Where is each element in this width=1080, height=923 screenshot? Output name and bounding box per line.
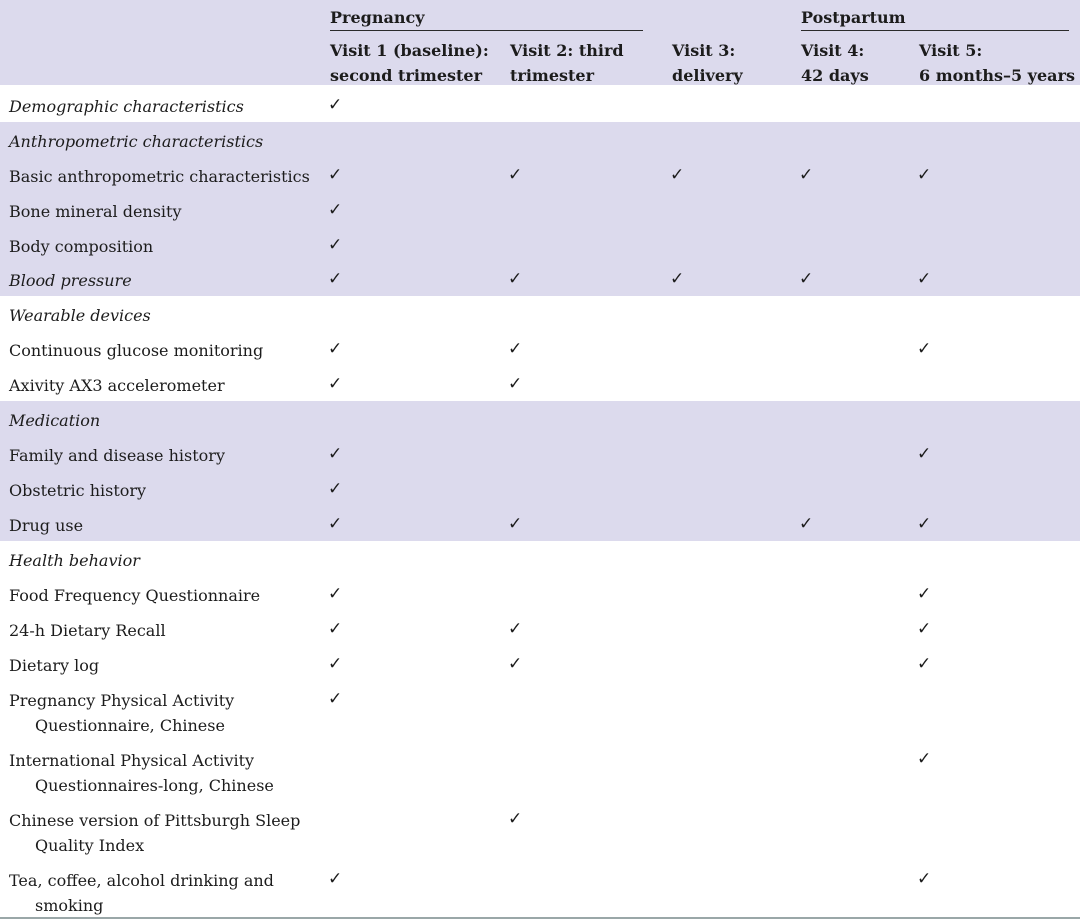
check-mark-icon: ✓ <box>917 584 932 604</box>
row-label-line: Anthropometric characteristics <box>9 132 264 151</box>
table-row <box>0 471 1080 506</box>
row-label-line: Drug use <box>9 516 84 535</box>
row-label-line: Food Frequency Questionnaire <box>9 586 261 605</box>
check-mark-icon: ✓ <box>328 444 343 464</box>
table-row <box>0 261 1080 296</box>
check-mark-icon: ✓ <box>508 339 523 359</box>
row-label <box>9 199 182 224</box>
row-label-line: Blood pressure <box>9 271 132 290</box>
row-label <box>9 234 153 259</box>
table-row <box>0 366 1080 401</box>
check-mark-icon: ✓ <box>328 269 343 289</box>
row-label <box>9 303 151 328</box>
table-row <box>0 227 1080 261</box>
check-mark-icon: ✓ <box>328 689 343 709</box>
check-mark-icon: ✓ <box>799 269 814 289</box>
row-label-line: smoking <box>35 896 104 915</box>
column-header-line: 42 days <box>801 66 869 85</box>
row-label <box>9 653 99 678</box>
row-label <box>9 408 100 433</box>
check-mark-icon: ✓ <box>917 339 932 359</box>
row-label-line: Continuous glucose monitoring <box>9 341 264 360</box>
table-row <box>0 576 1080 611</box>
check-mark-icon: ✓ <box>917 444 932 464</box>
column-header-visit-3 <box>672 38 743 88</box>
row-label-line: Demographic characteristics <box>9 97 244 116</box>
row-label <box>9 338 263 363</box>
row-label-line: International Physical Activity <box>9 751 255 770</box>
column-header-visit-4 <box>801 38 869 88</box>
table-row <box>0 861 1080 918</box>
table-row <box>0 681 1080 741</box>
row-label <box>9 688 234 738</box>
row-label <box>9 808 300 858</box>
row-label-line: Dietary log <box>9 656 100 675</box>
check-mark-icon: ✓ <box>328 479 343 499</box>
column-header-line: Visit 2: third <box>510 41 624 60</box>
table-bottom-rule <box>0 917 1080 919</box>
check-mark-icon: ✓ <box>917 514 932 534</box>
table-row <box>0 331 1080 366</box>
check-mark-icon: ✓ <box>508 374 523 394</box>
row-label-line: Quality Index <box>35 836 145 855</box>
check-mark-icon: ✓ <box>917 269 932 289</box>
column-header-line: delivery <box>672 66 743 85</box>
group-rule-pregnancy <box>330 30 643 31</box>
check-mark-icon: ✓ <box>799 514 814 534</box>
row-label <box>9 548 140 573</box>
row-label-line: 24-h Dietary Recall <box>9 621 166 640</box>
group-header-pregnancy: Pregnancy <box>330 8 425 27</box>
check-mark-icon: ✓ <box>328 95 343 115</box>
column-header-visit-5 <box>919 38 1075 88</box>
row-label <box>9 478 146 503</box>
row-label <box>9 268 132 293</box>
check-mark-icon: ✓ <box>508 809 523 829</box>
column-header-line: Visit 4: <box>801 41 865 60</box>
check-mark-icon: ✓ <box>328 339 343 359</box>
row-label-line: Medication <box>9 411 101 430</box>
check-mark-icon: ✓ <box>328 654 343 674</box>
check-mark-icon: ✓ <box>328 165 343 185</box>
column-header-visit-1 <box>330 38 489 88</box>
row-label <box>9 129 263 154</box>
check-mark-icon: ✓ <box>328 619 343 639</box>
row-label-line: Wearable devices <box>9 306 151 325</box>
table-row <box>0 741 1080 801</box>
check-mark-icon: ✓ <box>328 200 343 220</box>
row-label <box>9 373 225 398</box>
row-label <box>9 513 83 538</box>
row-label-line: Pregnancy Physical Activity <box>9 691 235 710</box>
row-label <box>9 443 225 468</box>
row-label <box>9 94 244 119</box>
row-label <box>9 868 274 918</box>
row-label-line: Body composition <box>9 237 154 256</box>
table-row <box>0 192 1080 227</box>
column-header-line: 6 months–5 years <box>919 66 1075 85</box>
row-label-line: Tea, coffee, alcohol drinking and <box>9 871 274 890</box>
table-row <box>0 801 1080 861</box>
table-row <box>0 436 1080 471</box>
row-label <box>9 164 310 189</box>
group-rule-postpartum <box>801 30 1069 31</box>
check-mark-icon: ✓ <box>328 584 343 604</box>
check-mark-icon: ✓ <box>670 165 685 185</box>
check-mark-icon: ✓ <box>328 869 343 889</box>
row-label-line: Questionnaire, Chinese <box>35 716 225 735</box>
column-header-line: Visit 1 (baseline): <box>330 41 489 60</box>
table-row <box>0 646 1080 681</box>
check-mark-icon: ✓ <box>799 165 814 185</box>
check-mark-icon: ✓ <box>508 514 523 534</box>
row-label-line: Family and disease history <box>9 446 225 465</box>
check-mark-icon: ✓ <box>508 654 523 674</box>
table-row <box>0 87 1080 122</box>
row-label-line: Bone mineral density <box>9 202 182 221</box>
row-label-line: Health behavior <box>9 551 140 570</box>
row-label <box>9 583 260 608</box>
table-row <box>0 296 1080 331</box>
row-label <box>9 748 274 798</box>
check-mark-icon: ✓ <box>508 619 523 639</box>
table-row <box>0 401 1080 436</box>
check-mark-icon: ✓ <box>917 869 932 889</box>
column-header-line: second trimester <box>330 66 483 85</box>
row-label-line: Basic anthropometric characteristics <box>9 167 310 186</box>
table-row <box>0 157 1080 192</box>
check-mark-icon: ✓ <box>670 269 685 289</box>
check-mark-icon: ✓ <box>917 165 932 185</box>
column-header-visit-2 <box>510 38 624 88</box>
row-label-line: Obstetric history <box>9 481 147 500</box>
column-header-line: trimester <box>510 66 595 85</box>
column-header-line: Visit 3: <box>672 41 736 60</box>
row-label-line: Questionnaires-long, Chinese <box>35 776 274 795</box>
check-mark-icon: ✓ <box>917 749 932 769</box>
check-mark-icon: ✓ <box>917 654 932 674</box>
check-mark-icon: ✓ <box>508 269 523 289</box>
check-mark-icon: ✓ <box>917 619 932 639</box>
row-label <box>9 618 166 643</box>
table-row <box>0 541 1080 576</box>
table-row <box>0 122 1080 157</box>
table-row <box>0 506 1080 541</box>
check-mark-icon: ✓ <box>328 514 343 534</box>
row-label-line: Chinese version of Pittsburgh Sleep <box>9 811 301 830</box>
check-mark-icon: ✓ <box>328 374 343 394</box>
check-mark-icon: ✓ <box>508 165 523 185</box>
group-header-postpartum: Postpartum <box>801 8 906 27</box>
check-mark-icon: ✓ <box>328 235 343 255</box>
column-header-line: Visit 5: <box>919 41 983 60</box>
table-header <box>0 0 1080 85</box>
table-row <box>0 611 1080 646</box>
row-label-line: Axivity AX3 accelerometer <box>9 376 225 395</box>
